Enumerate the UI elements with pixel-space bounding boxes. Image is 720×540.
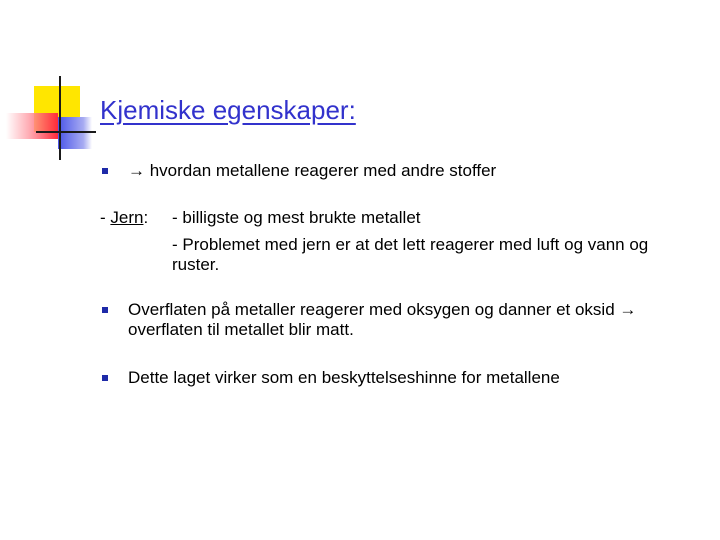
jern-line-2: - Problemet med jern er at det lett reagerer med luft og vann og ruster. — [172, 235, 649, 274]
bullet-marker — [102, 375, 108, 381]
jern-heading — [100, 208, 148, 228]
jern-colon: : — [143, 208, 149, 227]
bullet-text: Dette laget virker som en beskyttelseshinne for metallene — [128, 368, 560, 387]
jern-label: Jern — [110, 208, 144, 227]
logo-horizontal-line — [36, 131, 96, 133]
jern-prefix: - — [100, 208, 111, 227]
bullet-text: → hvordan metallene reagerer med andre stoffer — [128, 161, 497, 180]
bullet-marker — [102, 168, 108, 174]
logo-vertical-line — [59, 76, 61, 160]
bullet-text: Overflaten på metaller reagerer med oksygen og danner et oksid → overflaten til metallet blir matt. — [128, 300, 637, 339]
bullet-marker — [102, 307, 108, 313]
logo-red-bar — [6, 113, 58, 139]
jern-line-1: - billigste og mest brukte metallet — [172, 208, 421, 227]
logo-blue-square — [58, 117, 92, 149]
slide-title: Kjemiske egenskaper: — [100, 95, 356, 125]
